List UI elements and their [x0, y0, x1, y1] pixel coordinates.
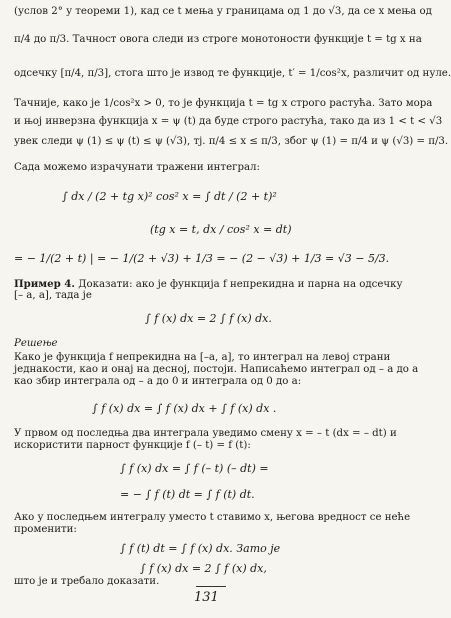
result-formula: = − 1/(2 + t) | = − 1/(2 + √3) + 1/3 = − (2 − √3) + 1/3 = √3 − 5/3. — [14, 252, 390, 265]
text-line: Тачније, како је 1/cos²x > 0, то је функција t = tg x строго растућа. Зато мора — [14, 98, 433, 109]
text-line: као збир интеграла од – a до 0 и интеграла од 0 до a: — [14, 376, 302, 387]
rename-formula: ∫ f (t) dt = ∫ f (x) dx. Зато је — [120, 542, 281, 555]
text-line: Како је функција f непрекидна на [–a, a], то интеграл на левој страни — [14, 352, 391, 363]
final-formula: ∫ f (x) dx = 2 ∫ f (x) dx, — [140, 562, 267, 575]
text-line: (услов 2° у теореми 1), кад се t мења у границама од 1 до √3, да се x мења од — [14, 6, 432, 17]
text-line: У првом од последња два интеграла уведимо смену x = – t (dx = – dt) и — [14, 428, 397, 439]
integral-formula: ∫ dx / (2 + tg x)² cos² x = ∫ dt / (2 + t)² — [62, 190, 277, 203]
substitution-formula: (tg x = t, dx / cos² x = dt) — [150, 223, 292, 236]
example-label: Пример 4. — [14, 278, 75, 290]
text-line: и њој инверзна функција x = ψ (t) да буде строго растућа, тако да из 1 < t < √3 — [14, 116, 443, 127]
text-line: [– a, a], тада је — [14, 290, 92, 301]
text-line: π/4 до π/3. Тачност овога следи из строге монотоности функције t = tg x на — [14, 34, 422, 45]
text-line: променити: — [14, 524, 77, 535]
example-formula: ∫ f (x) dx = 2 ∫ f (x) dx. — [145, 312, 272, 325]
substitution-integral: ∫ f (x) dx = ∫ f (– t) (– dt) = — [120, 462, 269, 475]
page-number: 131 — [194, 590, 219, 605]
solution-heading: Решење — [14, 338, 58, 349]
example-text: Доказати: ако је функција f непрекидна и парна на одсечку — [78, 279, 403, 290]
footer-rule — [196, 586, 226, 587]
parity-result: = − ∫ f (t) dt = ∫ f (t) dt. — [120, 488, 255, 501]
closing-line: што је и требало доказати. — [14, 576, 160, 587]
text-line: Ако у последњем интегралу уместо t ставимо x, његова вредност се неће — [14, 512, 411, 523]
text-line: увек следи ψ (1) ≤ ψ (t) ≤ ψ (√3), тј. π/4 ≤ x ≤ π/3, због ψ (1) = π/4 и ψ (√3) = π/3. — [14, 136, 449, 147]
text-line: одсечку [π/4, π/3], стога што је извод те функције, t′ = 1/cos²x, различит од нуле. — [14, 68, 451, 79]
text-line: једнакости, као и онај на десној, постоји. Написаћемо интеграл од – a до a — [14, 364, 419, 375]
text-line: искористити парност функције f (– t) = f (t): — [14, 440, 251, 451]
split-formula: ∫ f (x) dx = ∫ f (x) dx + ∫ f (x) dx . — [92, 402, 277, 415]
text-line: Сада можемо израчунати тражени интеграл: — [14, 162, 260, 173]
